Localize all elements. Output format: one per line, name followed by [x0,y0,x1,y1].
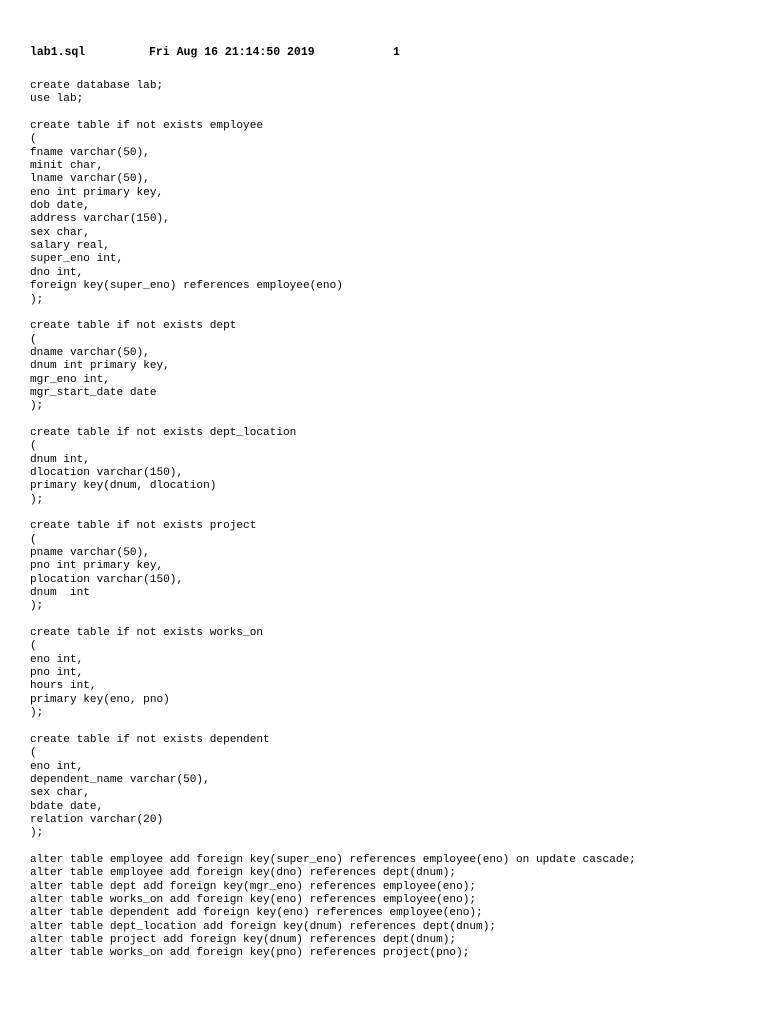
code-line: lname varchar(50), [30,173,150,186]
code-line: primary key(eno, pno) [30,693,170,706]
code-line: eno int primary key, [30,186,164,199]
code-line: dependent_name varchar(50), [30,773,210,786]
blank-line [30,307,760,320]
code-line: create table if not exists works_on [30,627,264,640]
header-filename: lab1.sql [30,46,86,59]
code-line: fname varchar(50), [30,146,150,159]
code-line: alter table dept_location add foreign key(dnum) references dept(dnum); [30,920,497,933]
code-line: hours int, [30,680,97,693]
code-line: primary key(dnum, dlocation) [30,480,217,493]
code-line: alter table dependent add foreign key(eno) references employee(eno); [30,907,483,920]
blank-line [30,107,760,120]
code-line: ); [30,707,44,720]
code-line: alter table dept add foreign key(mgr_eno) references employee(eno); [30,880,477,893]
code-line: salary real, [30,240,110,253]
code-line: create table if not exists dept_location [30,426,297,439]
code-line: bdate date, [30,800,104,813]
code-line: ); [30,293,44,306]
code-line: ); [30,600,44,613]
code-line: ( [30,333,37,346]
code-line: alter table works_on add foreign key(pno) references project(pno); [30,947,470,960]
code-line: dname varchar(50), [30,346,150,359]
blank-line [30,841,760,854]
code-line: sex char, [30,226,90,239]
code-line: dnum int [30,587,90,600]
code-line: alter table employee add foreign key(dno) references dept(dnum); [30,867,457,880]
code-line: mgr_eno int, [30,373,110,386]
code-line: alter table works_on add foreign key(eno) references employee(eno); [30,893,477,906]
code-line: dnum int, [30,453,90,466]
blank-line [30,414,760,427]
code-line: ( [30,440,37,453]
blank-line [30,507,760,520]
code-line: create table if not exists dept [30,320,237,333]
header-datetime: Fri Aug 16 21:14:50 2019 [149,46,315,59]
code-line: ( [30,133,37,146]
header-page-number: 1 [393,46,400,59]
code-line: ); [30,493,44,506]
code-line: create table if not exists dependent [30,733,270,746]
code-line: dno int, [30,266,84,279]
sql-code-listing [30,80,760,961]
code-line: ); [30,400,44,413]
code-line: ( [30,640,37,653]
code-line: eno int, [30,760,84,773]
code-line: relation varchar(20) [30,813,164,826]
code-line: create database lab; [30,80,164,92]
code-line: plocation varchar(150), [30,573,184,586]
code-line: pname varchar(50), [30,547,150,560]
code-line: create table if not exists employee [30,120,264,133]
code-line: pno int primary key, [30,560,164,573]
code-line: super_eno int, [30,253,124,266]
code-line: foreign key(super_eno) references employee(eno) [30,280,343,293]
code-line: alter table employee add foreign key(super_eno) references employee(eno) on update cascade; [30,853,636,866]
code-line: dlocation varchar(150), [30,466,184,479]
code-line: mgr_start_date date [30,386,157,399]
code-line: minit char, [30,160,104,173]
code-line: alter table project add foreign key(dnum) references dept(dnum); [30,934,457,946]
code-line: dob date, [30,200,90,213]
code-line: pno int, [30,667,84,680]
code-line: ); [30,827,44,840]
code-line: ( [30,533,37,546]
code-line: ( [30,747,37,760]
code-line: sex char, [30,787,90,800]
code-line: create table if not exists project [30,520,257,533]
blank-line [30,614,760,627]
code-line: address varchar(150), [30,213,170,226]
page-header [30,46,400,60]
code-line: eno int, [30,653,84,666]
blank-line [30,721,760,734]
code-line: use lab; [30,93,84,106]
code-line: dnum int primary key, [30,360,170,373]
